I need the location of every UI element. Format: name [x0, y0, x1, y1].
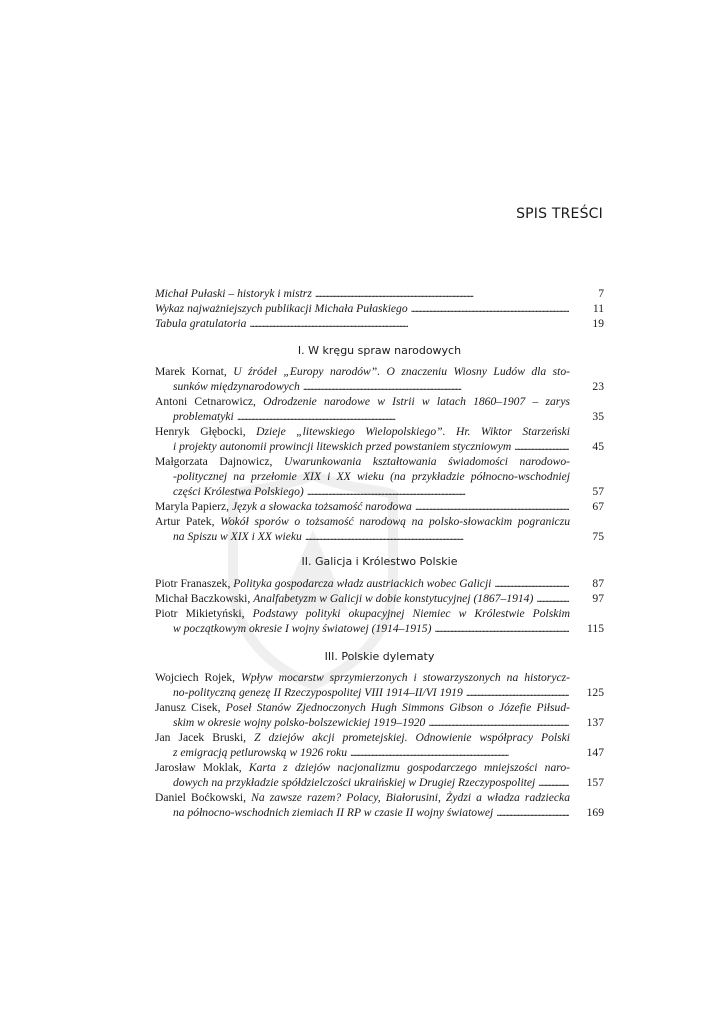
section-heading: I. W kręgu spraw narodowych — [297, 344, 462, 357]
entry-title: dowych na przykładzie spółdzielczości ukraińskiej w Drugiej Rzeczypospolitej — [173, 776, 536, 790]
page-number: 67 — [592, 500, 604, 513]
page-number: 115 — [587, 622, 604, 636]
entry-author: Artur Patek, — [155, 515, 221, 528]
entry-title: Podstawy polityki okupacyjnej Niemiec w Królestwie Polskim — [252, 607, 570, 620]
entry-title: Z dziejów akcji prometejskiej. Odnowienie współpracy Polski — [254, 731, 571, 744]
toc-entry[interactable] — [155, 591, 604, 606]
entry-author: Piotr Mikietyński, — [155, 607, 253, 620]
toc-entry[interactable] — [155, 700, 604, 730]
entry-title: Karta z dziejów nacjonalizmu gospodarczego mniejszości naro- — [248, 761, 570, 774]
entry-author: Janusz Cisek, — [155, 701, 226, 714]
toc-entry[interactable] — [155, 670, 604, 700]
toc-entry[interactable] — [155, 606, 604, 636]
entry-author: Wojciech Rojek, — [155, 671, 242, 684]
entry-title: -politycznej na przełomie XIX i XX wieku (na przykładzie północno-wschodniej — [173, 470, 570, 484]
toc-entry[interactable] — [155, 730, 604, 760]
toc-entry[interactable] — [155, 514, 604, 544]
page-number: 87 — [592, 577, 604, 590]
page-number: 125 — [586, 686, 604, 700]
entry-author: Michał Baczkowski, — [155, 592, 254, 605]
entry-title: Dzieje „litewskiego Wielopolskiego”. Hr. Wiktor Starzeński — [256, 425, 570, 438]
toc-entry[interactable] — [155, 394, 604, 424]
entry-author: Małgorzata Dajnowicz, — [155, 455, 284, 468]
toc-entry[interactable] — [155, 286, 604, 301]
toc-entry[interactable] — [155, 454, 604, 500]
entry-title: części Królestwa Polskiego) — [173, 485, 304, 499]
entry-author: Marek Kornat, — [155, 365, 234, 378]
page-number: 97 — [592, 592, 604, 605]
entry-title: i projekty autonomii prowincji litewskich przed powstaniem styczniowym — [173, 440, 512, 454]
toc-entry[interactable] — [155, 364, 604, 394]
entry-title: Tabula gratulatoria — [155, 317, 247, 330]
page-number: 23 — [592, 380, 604, 394]
entry-title: Polityka gospodarcza władz austriackich wobec Galicji — [233, 577, 492, 590]
entry-title: na północno-wschodnich ziemiach II RP w czasie II wojny światowej — [173, 806, 494, 820]
entry-author: Piotr Franaszek, — [155, 577, 234, 590]
entry-title: U źródeł „Europy narodów”. O znaczeniu Wiosny Ludów dla sto- — [233, 365, 570, 378]
section-heading: II. Galicja i Królestwo Polskie — [301, 555, 458, 568]
entry-title: z emigracją petlurowską w 1926 roku — [173, 746, 348, 760]
entry-title: w początkowym okresie I wojny światowej (1914–1915) — [173, 622, 432, 636]
entry-author: Jarosław Moklak, — [155, 761, 249, 774]
toc-entry[interactable] — [155, 301, 604, 316]
entry-title: Wpływ mocarstw sprzymierzonych i stowarzyszonych na historycz- — [241, 671, 570, 684]
entry-title: Na zawsze razem? Polacy, Białorusini, Żydzi a władza radziecka — [251, 791, 571, 804]
entry-author: Henryk Głębocki, — [155, 425, 257, 438]
page-number: 35 — [592, 410, 604, 424]
page-number: 75 — [592, 530, 604, 544]
page-number: 137 — [586, 716, 604, 730]
entry-title: Poseł Stanów Zjednoczonych Hugh Simmons Gibson o Józefie Piłsud- — [225, 701, 570, 714]
page-number: 169 — [586, 806, 604, 820]
page-number: 147 — [586, 746, 604, 760]
toc-entry[interactable] — [155, 790, 604, 820]
entry-author: Jan Jacek Bruski, — [155, 731, 255, 744]
entry-title: Analfabetyzm w Galicji w dobie konstytucyjnej (1867–1914) — [253, 592, 534, 605]
entry-title: sunków międzynarodowych — [173, 380, 300, 394]
entry-author: Daniel Boćkowski, — [155, 791, 252, 804]
page-number: 57 — [592, 485, 604, 499]
page-number: 19 — [592, 317, 604, 330]
entry-title: Odrodzenie narodowe w Istrii w latach 1860–1907 – zarys — [263, 395, 570, 408]
entry-title: na Spiszu w XIX i XX wieku — [173, 530, 302, 544]
toc-entry[interactable] — [155, 316, 604, 331]
toc-entry[interactable] — [155, 424, 604, 454]
section-heading: III. Polskie dylematy — [324, 650, 435, 663]
page-number: 11 — [592, 302, 604, 315]
entry-author: Maryla Papierz, — [155, 500, 232, 513]
entry-title: Uwarunkowania kształtowania świadomości narodowo- — [283, 455, 571, 468]
page-number: 157 — [586, 776, 604, 790]
page-number: 7 — [598, 287, 604, 300]
toc-entry[interactable] — [155, 576, 604, 591]
entry-title: skim w okresie wojny polsko-bolszewickiej 1919–1920 — [173, 716, 426, 730]
page-number: 45 — [592, 440, 604, 454]
entry-title: problematyki — [173, 410, 234, 424]
toc-entry[interactable] — [155, 499, 604, 514]
entry-title: Michał Pułaski – historyk i mistrz — [155, 287, 312, 300]
entry-title: Wokół sporów o tożsamość narodową na polsko-słowackim pograniczu — [220, 515, 570, 528]
entry-author: Antoni Cetnarowicz, — [155, 395, 264, 408]
entry-title: Wykaz najważniejszych publikacji Michała Pułaskiego — [155, 302, 408, 315]
page-title: SPIS TREŚCI — [516, 206, 603, 222]
entry-title: no-polityczną genezę II Rzeczypospolitej VIII 1914–II/VI 1919 — [173, 686, 463, 700]
toc-entry[interactable] — [155, 760, 604, 790]
entry-title: Język a słowacka tożsamość narodowa — [231, 500, 412, 513]
